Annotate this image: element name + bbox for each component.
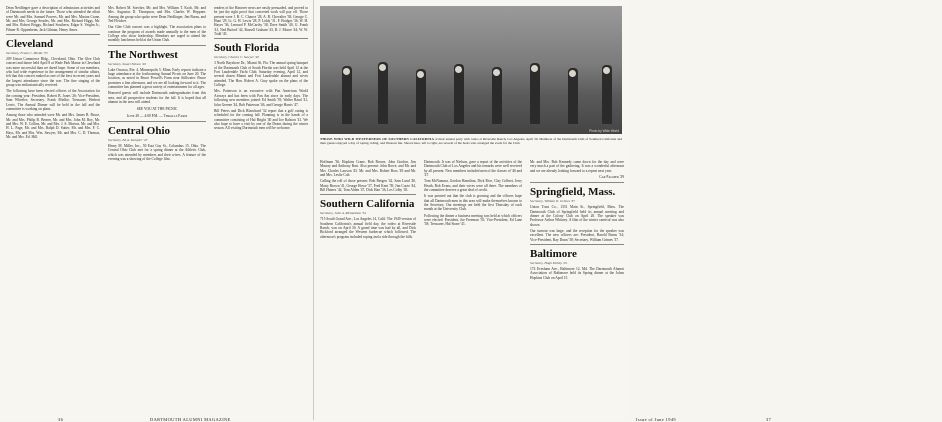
photo-figure-head — [531, 65, 538, 72]
paragraph: Following the dinner a business meeting was held at which officers were elected: President, Joe Freeman '35; Vice-President, Ed Lane '38; Treasurer, Hal Stone '41. — [424, 213, 522, 227]
signoff: Cap Palmer '29 — [599, 175, 624, 180]
paragraph: Mrs. Robert M. Soecher, Mr. and Mrs. William T. Koch, Mr. and Mrs. Augustus D. Thompson, and Mrs. Charles W. Heppner. Among the group who spoke were Dean Neidlinger, Jim Burns, and Ted Fletcher. — [108, 6, 206, 24]
photo-caption — [320, 137, 622, 145]
paragraph: Honored guests will include Dartmouth undergraduates from this area, and all prospective students for the fall. It is hoped that all alumni in the area will attend. — [108, 91, 206, 105]
photo-figure-head — [603, 67, 610, 74]
divider — [108, 121, 206, 122]
caption-body: at their annual party with rodeo at Riverside Ranch, Los Angeles, April 30. Members of the Dartmouth Club of Southern California and their guests enjoyed a day of roping, riding, and Western fun. Shown here, left to right, are several of the hosts who arranged the event for the Club. — [320, 137, 623, 146]
section-secretary: Secretary, Hugh Kirkby '29 — [530, 261, 567, 266]
section-secretary: Secretary, Frank C. Mielke '35 — [6, 51, 48, 56]
paragraph: Hoffman '36, Hopkins Crane, Bob Brown, John Gordon, Jim Murray and Anthony Burt. Also present: John Rowe, and Mr. and Mrs. Charles Lawson '43. Mr. and Mrs. Robert Ross '49 and Mr. and Mrs. Leslie Colt. — [320, 160, 416, 178]
photo-figure — [378, 62, 388, 124]
section-heading-cleveland: Cleveland — [6, 38, 54, 51]
photo-credit: Photo by Wide World — [589, 129, 619, 133]
section-heading-southern-california: Southern California — [320, 198, 415, 211]
paragraph: Among those who attended were Mr. and Mrs. James B. Bruce, Mr. and Mrs. Philip B. Berner, Mr. and Mrs. John M. Roy, Mr. and Mrs. W. E. Collins, Mr. and Mrs. J. S. Morton, Mr. and Mrs. H. L. Page, Mr. and Mrs. Ralph D. Sutter, Mr. and Mrs. F. C. Hays, Mr. and Mrs. Wm. Sawyer, Mr. and Mrs. C. D. Thomas, Mr. and Mrs. Ed. Hill. — [6, 113, 100, 139]
page-number: 37 — [766, 417, 772, 422]
divider — [108, 45, 206, 46]
intro-paragraph: Dean Neidlinger gave a description of admissions activities and of Dartmouth needs in the future. Those who attended the affair were Mr. and Mrs. Samuel Powers, Mr. and Mrs. Marion Crane, Mr. and Mrs. George Searles, Mr. and Mrs. Richard Higgs, Mr. and Mrs. Robert Briggs, Richard Southern, Edgar S. Veighn Jr., Filmer R. Oppenheim, Jack Gilman, Henry Ames. — [6, 6, 100, 32]
rodeo-photo — [320, 6, 622, 134]
paragraph: It was pointed out that the club is growing and the officers hope that all Dartmouth men in this area will make themselves known to the Secretary. Our meetings are held the first Thursday of each month at the University Club. — [424, 194, 522, 212]
section-secretary: Secretary, John A. Richardson '34 — [320, 211, 366, 216]
right-column-2 — [424, 160, 522, 229]
photo-figure-head — [343, 68, 350, 75]
paragraph: 174 Evesham Ave., Baltimore 12, Md. The Dartmouth Alumni Association of Baltimore held its Spring dinner at the Johns Hopkins Club on April 15. — [530, 267, 624, 280]
section-secretary: Secretary, William D. Grimes '37 — [530, 199, 575, 204]
paragraph: Henry M. Miller, Inc., 50 East Gay St., Columbus 15, Ohio. The Central Ohio Club met for a spring dinner at the Athletic Club, which was attended by members and their wives. A feature of the evening was a showing of the College film. — [108, 144, 206, 162]
right-column-1 — [320, 160, 416, 241]
photo-figure — [530, 63, 540, 124]
photo-figure-head — [417, 71, 424, 78]
section-heading-central-ohio: Central Ohio — [108, 125, 171, 138]
divider — [214, 38, 308, 39]
photo-sky — [320, 6, 622, 61]
paragraph: Calling the roll of those present: Bob Bergen '42, Sam Lund '40, Marty Brown '41, George Howe '37, Fred Kent '39, Jim Coote '44, Bill Haines '42, Tom Alden '47, Dick Hart '36, Les Colby '45. — [320, 179, 416, 193]
paragraph: Our turnout was large, and the reception for the speaker was excellent. The new officers are: President, Harold Burns '34; Vice-President, Ray Dunn '38; Secretary, William Grimes '37. — [530, 229, 624, 242]
section-secretary: Secretary, Charles C. Sawyer '40 — [214, 55, 259, 60]
photo-figure-head — [379, 64, 386, 71]
page-number: 36 — [58, 417, 64, 422]
section-secretary: Secretary, Stuart Nelson '40 — [108, 61, 146, 66]
photo-figure-head — [493, 69, 500, 76]
photo-figure-head — [569, 70, 576, 77]
section-secretary: Secretary, Ed A. Kempter '25 — [108, 138, 148, 143]
caption-lead: THOSE WHO WILD WESTERNERS OF SOUTHERN CALIFORNIA — [320, 137, 435, 141]
section-heading-springfield: Springfield, Mass. — [530, 186, 616, 199]
paragraph: Union Trust Co., 1351 Main St., Springfield, Mass. The Dartmouth Club of Springfield held its annual meeting and dinner at the Colony Club on April 20. The speaker was Professor Arthur Whitney. A film of the winter carnival was also shown. — [530, 205, 624, 227]
section-heading-northwest: The Northwest — [108, 48, 178, 61]
paragraph: The following have been elected officers of the Association for the coming year: President, Robert B. Jones '26; Vice-President, Sam Wheeler; Secretary, Frank Mielke; Treasurer, Herbert Lewis. The Annual Dinner will be held in the fall and the committee is working on plans. — [6, 89, 100, 111]
paragraph: Mr. and Mrs. Bob Kennedy came down for the day and were very much a part of the gathering. It was a wonderful afternoon and we are already looking forward to a repeat next year. — [530, 160, 624, 173]
left-column-2 — [108, 6, 206, 163]
paragraph: 715 South Grand Ave., Los Angeles 14, Calif. The 1949 version of Southern California's annual field day, the rodeo at Riverside Ranch, was on April 30. A grand time was had by all, and Dick Bickford arranged the Western barbecue which followed. The afternoon's program included roping and a ride through the hills. — [320, 217, 416, 239]
paragraph: Tom McNamara, Gordon Hamilton, Dick Rice, Clay Colbert, Jerry Heath, Bob Evans, and their wives were all there. The members of the committee deserve a great deal of credit. — [424, 179, 522, 193]
photo-figure-head — [455, 66, 462, 73]
paragraph: Dartmouth. It was of Nielson, gave a report of the activities of the Dartmouth Club of Los Angeles and his remarks were well received by all present. New members included men of the classes of '46 and '47. — [424, 160, 522, 178]
issue-date: Issue of June 1949 — [636, 417, 677, 422]
divider — [6, 34, 100, 35]
photo-figure — [454, 64, 464, 124]
paragraph: 3 North Bayshore Dr., Miami 36, Fla. The annual spring banquet of the Dartmouth Club of South Florida was held April 12 at the Fort Lauderdale Yacht Club. Saturday evening, April 12, and several dozen Miami and Fort Lauderdale alumni and wives attended. The Hon. Robert A. Gray spoke on the plans of the College. — [214, 61, 308, 88]
paragraph: Lake Owasso, Rte. 4, Minneapolis 5, Minn. Early reports indicate a huge attendance at the forthcoming Annual Picnic on June 20. The location, as noted in Bruce Powell's Farm near Stillwater. Bruce promises a fine afternoon, and we are all looking forward to it. The committee has planned a great variety of entertainment for all ages. — [108, 67, 206, 90]
paragraph: readers of the Hanover news are easily persuaded, and proved to be just the right proof that concerted work will pay off. Those present were J. B. C. Chance '28, A. R. Chevalier '38, George C. Hunt '29, Lt. G. H. Lewis '28, P. Liddy '31, F. Bridges '36, W. H. Hayes '36, Leonard P. McCarthy '38, Dave Smith '40, G. Frank '41, Ned Buford '42, Russell Graham '43, B. J. Moore '44, W. W. Todd '45. — [214, 6, 308, 37]
divider — [530, 244, 624, 245]
divider — [320, 194, 416, 195]
left-column-1 — [6, 6, 100, 141]
right-column-3 — [530, 160, 624, 282]
right-page — [314, 0, 772, 422]
divider — [530, 182, 624, 183]
paragraph: Mrs. Patterson is an executive with Pan American World Airways and has been with Pan Am since its early days. The following new members joined: Ed Smith '39, Walter Rand '41, John Greene '44, Bob Patterson '46, and George Harris '47. — [214, 89, 308, 107]
paragraph: 209 Union Commerce Bldg., Cleveland, Ohio. The Glee Club concert and dance held April 8 at Wade Park Manor in Cleveland was more successful than we dared hope. Some of our members, who had wide experience in the arrangement of similar affairs, felt that this concert ranked as one of the best in recent years and the largest attendance since the war. The fine singing of the group was enthusiastically received. — [6, 57, 100, 88]
magazine-title: DARTMOUTH ALUMNI MAGAZINE — [150, 417, 231, 422]
left-column-3 — [214, 6, 308, 133]
section-heading-baltimore: Baltimore — [530, 248, 577, 261]
event-notice: SEE YOU AT THE PICNIC — [136, 106, 178, 111]
paragraph: Our Glee Club concert was a highlight. The association plans to continue the program of awards made annually to the men of the College who show leadership. Members are urged to attend the monthly luncheons held at the Union Club. — [108, 25, 206, 43]
left-page — [0, 0, 314, 420]
paragraph: Bill Peters and Dick Blanchard '32 report that a golf outing is scheduled for the coming fall. Planning is in the hands of a committee consisting of Hal Bright '40 and Joe Ralston '41. We also hope to have a visit by one of the Deans during the winter season. All visiting Dartmouth men will be welcome. — [214, 108, 308, 131]
section-heading-south-florida: South Florida — [214, 42, 280, 55]
event-details: June 20 — 4:00 P.M. — Thralls Farm — [126, 113, 188, 118]
